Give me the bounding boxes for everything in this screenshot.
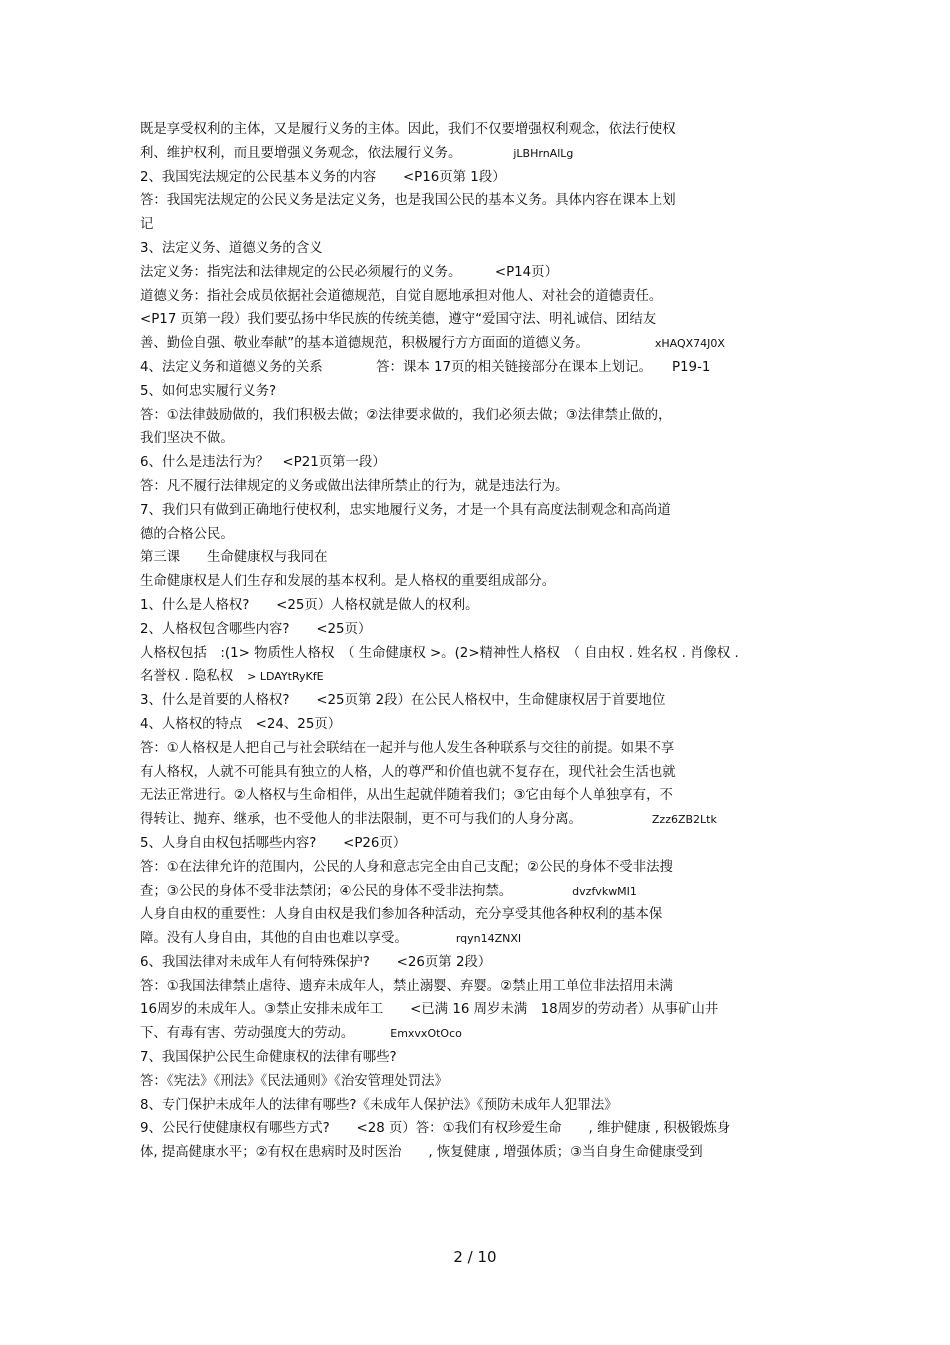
text-line: 1、什么是人格权? <25页）人格权就是做人的权利。	[140, 597, 479, 613]
page-number: 2 / 10	[453, 1248, 497, 1266]
text-line: <P17 页第一段）我们要弘扬中华民族的传统美德，遵守“爱国守法、明礼诚信、团结友	[140, 312, 657, 328]
text-line: 3、法定义务、道德义务的含义	[140, 240, 323, 256]
text-line: 2、人格权包含哪些内容? <25页）	[140, 621, 372, 637]
doc-code: > LDAYtRyKfE	[247, 670, 324, 684]
text-line: 记	[140, 217, 154, 233]
text-line: 人身自由权的重要性：人身自由权是我们参加各种活动，充分享受其他各种权利的基本保	[140, 907, 663, 923]
doc-code: rqyn14ZNXI	[455, 932, 522, 946]
text-line: 我们坚决不做。	[140, 431, 234, 447]
text-line: 7、我国保护公民生命健康权的法律有哪些?	[140, 1050, 397, 1066]
text-line: 答：①我国法律禁止虐待、遗弃未成年人，禁止溺婴、弃婴。②禁止用工单位非法招用未满	[140, 978, 673, 994]
text-line: 得转让、抛弃、继承，也不受他人的非法限制，更不可与我们的人身分离。 Zzz6ZB2Ltk	[140, 812, 717, 828]
doc-code: EmxvxOtOco	[390, 1027, 462, 1041]
text-line: 既是享受权利的主体，又是履行义务的主体。因此，我们不仅要增强权利观念，依法行使权	[140, 122, 676, 137]
text-line: 2、我国宪法规定的公民基本义务的内容 <P16页第 1段）	[140, 169, 506, 185]
text-line: 答：①在法律允许的范围内，公民的人身和意志完全由自己支配；②公民的身体不受非法搜	[140, 859, 673, 875]
text-line: 查；③公民的身体不受非法禁闭；④公民的身体不受非法拘禁。 dvzfvkwMI1	[140, 883, 637, 899]
text-line: 下、有毒有害、劳动强度大的劳动。 EmxvxOtOco	[140, 1026, 462, 1042]
text-line: 名誉权 . 隐私权 > LDAYtRyKfE	[140, 669, 324, 685]
text-line: 6、什么是违法行为？ <P21页第一段）	[140, 455, 386, 471]
text-line: 德的合格公民。	[140, 526, 234, 542]
text-line: 9、公民行使健康权有哪些方式? <28 页）答：①我们有权珍爱生命 , 维护健康 , 积极锻炼身	[140, 1121, 731, 1137]
text-line: 答：①人格权是人把自己与社会联结在一起并与他人发生各种联系与交往的前提。如果不享	[140, 740, 675, 756]
text-line: 答：《宪法》《刑法》《民法通则》《治安管理处罚法》	[140, 1073, 448, 1089]
text-line: 4、人格权的特点 <24、25页）	[140, 716, 342, 732]
text-line: 生命健康权是人们生存和发展的基本权利。是人格权的重要组成部分。	[140, 574, 556, 590]
text-line: 7、我们只有做到正确地行使权利，忠实地履行义务，才是一个具有高度法制观念和高尚道	[140, 502, 671, 518]
text-line: 利、维护权利，而且要增强义务观念，依法履行义务。 jLBHrnAlLg	[140, 145, 574, 161]
doc-code: jLBHrnAlLg	[513, 146, 574, 160]
text-line: 善、勤俭自强、敬业奉献”的基本道德规范，积极履行方方面面的道德义务。 xHAQX74J0X	[140, 336, 725, 352]
text-line: 16周岁的未成年人。③禁止安排未成年工 <已满 16 周岁未满 18周岁的劳动者）从事矿山井	[140, 1002, 719, 1018]
text-line: 答：我国宪法规定的公民义务是法定义务，也是我国公民的基本义务。具体内容在课本上划	[140, 193, 676, 209]
doc-code: xHAQX74J0X	[654, 337, 725, 351]
text-line: 答：①法律鼓励做的，我们积极去做；②法律要求做的，我们必须去做；③法律禁止做的，	[140, 407, 672, 423]
text-line: 4、法定义务和道德义务的关系 答：课本 17页的相关链接部分在课本上划记。 P19-1	[140, 359, 711, 375]
text-line: 有人格权，人就不可能具有独立的人格，人的尊严和价值也就不复存在，现代社会生活也就	[140, 764, 676, 780]
text-line: 人格权包括 :(1> 物质性人格权 （ 生命健康权 >。(2>精神性人格权 （ 自由权 . 姓名权 . 肖像权 .	[140, 645, 739, 661]
section-heading: 第三课 生命健康权与我同在	[140, 550, 328, 566]
document-body	[140, 118, 820, 1165]
text-line: 无法正常进行。②人格权与生命相伴，从出生起就伴随着我们；③它由每个人单独享有，不	[140, 788, 673, 804]
text-line: 道德义务：指社会成员依据社会道德规范，自觉自愿地承担对他人、对社会的道德责任。	[140, 288, 663, 304]
text-line: 6、我国法律对未成年人有何特殊保护? <26页第 2段）	[140, 954, 492, 970]
text-line: 3、什么是首要的人格权? <25页第 2段）在公民人格权中，生命健康权居于首要地位	[140, 693, 666, 709]
text-line: 5、如何忠实履行义务?	[140, 383, 277, 399]
doc-code: Zzz6ZB2Ltk	[651, 813, 717, 827]
doc-code: dvzfvkwMI1	[572, 884, 637, 898]
text-line: 体, 提高健康水平；②有权在患病时及时医治 , 恢复健康 , 增强体质；③当自身生命健康受到	[140, 1145, 703, 1161]
text-line: 障。没有人身自由，其他的自由也难以享受。 rqyn14ZNXI	[140, 931, 522, 947]
text-line: 5、人身自由权包括哪些内容? <P26页）	[140, 835, 407, 851]
text-line: 答：凡不履行法律规定的义务或做出法律所禁止的行为，就是违法行为。	[140, 478, 569, 494]
text-line: 法定义务：指宪法和法律规定的公民必须履行的义务。 <P14页）	[140, 264, 558, 280]
text-line: 8、专门保护未成年人的法律有哪些?《未成年人保护法》《预防未成年人犯罪法》	[140, 1097, 618, 1113]
